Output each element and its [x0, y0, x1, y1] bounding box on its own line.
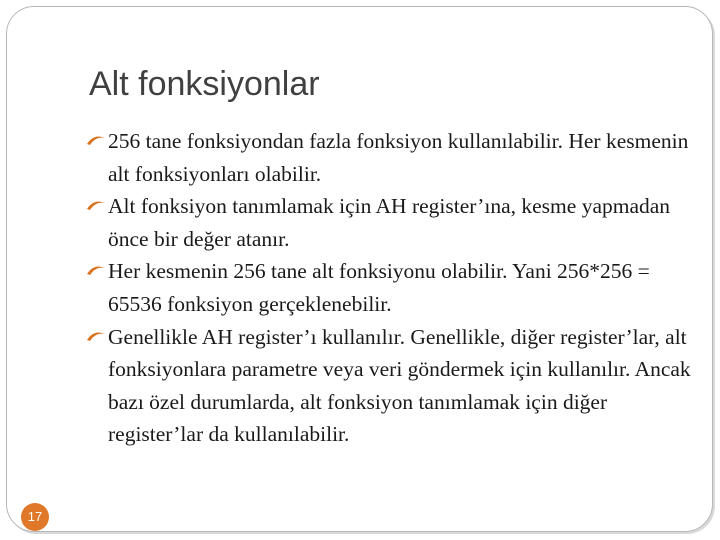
bullet-text: Her kesmenin 256 tane alt fonksiyonu olabilir. Yani 256*256 = 65536 fonksiyon gerçeklenebilir.	[108, 259, 650, 316]
swoosh-bullet-icon	[86, 131, 106, 151]
swoosh-bullet-icon	[86, 196, 106, 216]
page-number-badge: 17	[21, 503, 49, 531]
bullet-text: Alt fonksiyon tanımlamak için AH register’ına, kesme yapmadan önce bir değer atanır.	[108, 194, 671, 251]
bullet-item	[83, 255, 703, 320]
bullet-item	[83, 321, 703, 451]
slide-frame	[6, 6, 713, 532]
slide-title: Alt fonksiyonlar	[89, 65, 320, 103]
swoosh-bullet-icon	[86, 327, 106, 347]
bullet-text: 256 tane fonksiyondan fazla fonksiyon kullanılabilir. Her kesmenin alt fonksiyonları olabilir.	[108, 129, 689, 186]
bullet-list	[83, 125, 703, 451]
bullet-item	[83, 125, 703, 190]
swoosh-bullet-icon	[86, 261, 106, 281]
bullet-text: Genellikle AH register’ı kullanılır. Genellikle, diğer register’lar, alt fonksiyonlara parametre veya veri göndermek için kullanılır. Ancak bazı özel durumlarda, alt fonksiyon tanımlamak için diğer register’lar da kullanılabilir.	[108, 324, 691, 447]
bullet-item	[83, 190, 703, 255]
